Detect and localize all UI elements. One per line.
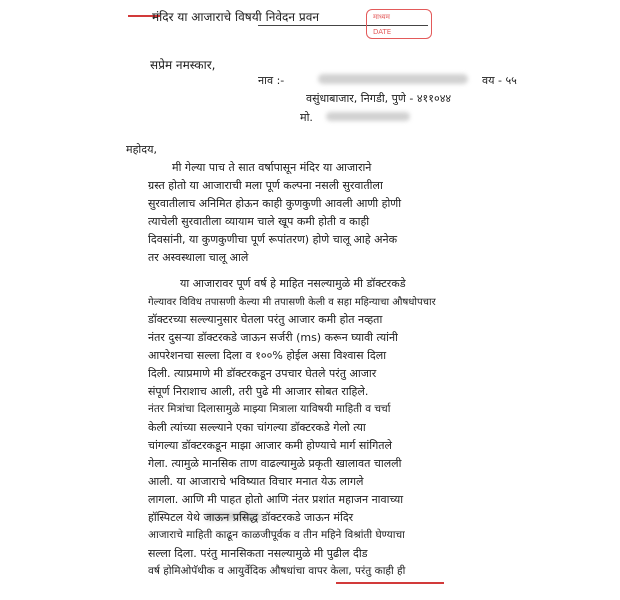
body-line: दिवसांनी, या कुणकुणीचा पूर्ण रूपांतरण) होणे चालू आहे अनेक [148,233,398,246]
body-line: ग्रस्त होतो या आजाराची मला पूर्ण कल्पना नसली सुरवातीला [148,179,383,192]
body-line: संपूर्ण निराशाच आली, तरी पुढे मी आजार सोबत राहिले. [148,385,369,398]
salutation: सप्रेम नमस्कार, [150,58,216,72]
letter-title: मंदिर या आजाराचे विषयी निवेदन प्रवन [152,10,320,24]
body-line: लागला. आणि मी पाहत होतो आणि नंतर प्रशांत महाजन नावाच्या [148,493,404,506]
redacted-mobile [326,112,410,121]
body-line: नंतर मित्रांचा दिलासामुळे माझ्या मित्राला याविषयी माहिती व चर्चा [148,403,391,415]
body-line: तर अस्वस्थाला चालू आले [148,251,249,264]
name-label: नाव :- [258,74,285,87]
stamp-label: माध्यम [373,13,390,21]
body-line: सल्ला दिला. परंतु मानसिकता नसल्यामुळे मी पुढील दीड [148,547,368,560]
body-line: गेल्यावर विविध तपासणी केल्या मी तपासणी केली व सहा महिन्याचा औषधोपचार [148,297,436,308]
body-line: सुरवातीलाच अनिमित होऊन काही कुणकुणी आवली आणी होणी [148,197,402,210]
body-line: त्याचेली सुरवातीला व्यायाम चाले खूप कमी होती व काही [148,215,370,228]
body-line: केली त्यांच्या सल्ल्याने एका चांगल्या डॉक्टरकडे गेलो त्या [148,421,366,434]
body-line: आपरेशनचा सल्ला दिला व १००% होईल असा विश्वास दिला [148,349,387,362]
body-line: गेला. त्यामुळे मानसिक ताण वाढल्यामुळे प्रकृती खालावत चालली [148,457,402,470]
body-line: डॉक्टरच्या सल्ल्यानुसार घेतला परंतु आजार कमी होत नव्हता [148,313,383,326]
body-line: आली. या आजाराचे भविष्यात विचार मनात येऊ लागले [148,475,364,488]
stamp-date: DATE [373,28,392,36]
age-field: वय - ५५ [482,74,517,87]
body-line: मी गेल्या पाच ते सात वर्षापासून मंदिर या आजाराने [172,161,372,174]
body-line: दिली. त्याप्रमाणे मी डॉक्टरकडून उपचार घेतले परंतु आजार [148,367,377,380]
address-line: वसुंधाबाजार, निगडी, पुणे - ४११०४४ [306,92,452,105]
body-line: या आजारावर पूर्ण वर्ष हे माहित नसल्यामुळे मी डॉक्टरकडे [180,277,406,290]
greeting: महोदय, [126,143,157,156]
body-line: नंतर दुसऱ्या डॉक्टरकडे जाऊन सर्जरी (ms) करून घ्यावी त्यांनी [148,331,398,344]
mobile-label: मो. [300,111,313,124]
redacted-name [318,74,468,84]
doctor-name-underline [336,582,444,584]
body-line: हॉस्पिटल येथे जाऊन प्रसिद्ध डॉक्टरकडे जाऊन मंदिर [148,511,354,524]
body-line: चांगल्या डॉक्टरकडून माझा आजार कमी होण्याचे मार्ग सांगितले [148,439,392,452]
page-stamp [366,9,432,39]
body-line: वर्ष होमिओपॅथीक व आयुर्वेदिक औषधांचा वापर केला, परंतु काही ही [148,565,406,577]
body-line: आजाराचे माहिती काढून काळजीपूर्वक व तीन महिने विश्रांती घेण्याचा [148,529,405,541]
